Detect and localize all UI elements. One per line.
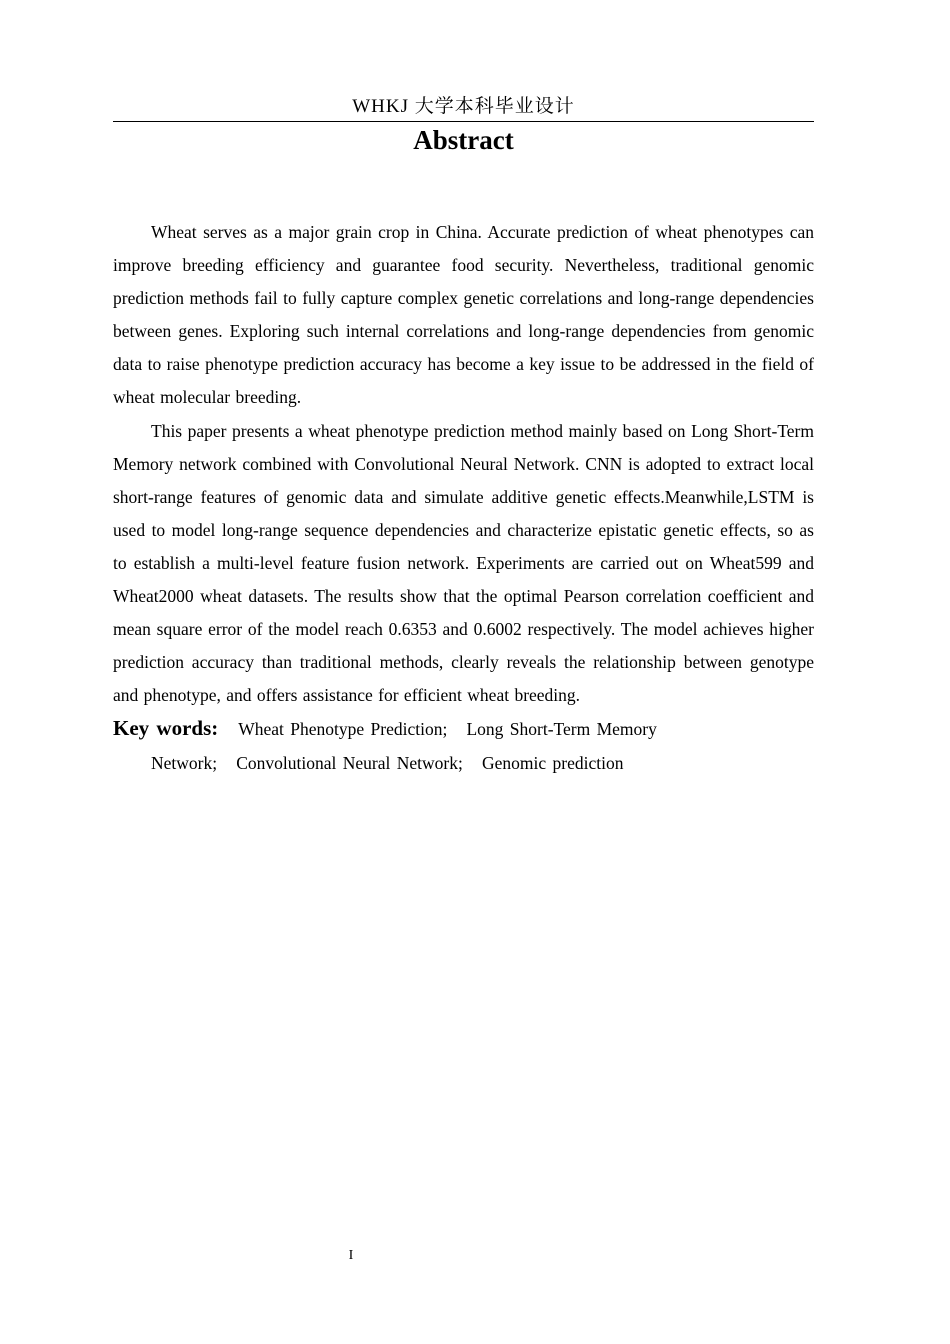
abstract-paragraph-1: Wheat serves as a major grain crop in China. Accurate prediction of wheat phenotypes can improve breeding efficiency and guarantee food security. Nevertheless, traditional genomic prediction methods fail to fully capture complex genetic correlations and long-range dependencies between genes. Exploring such internal correlations and long-range dependencies from genomic data to raise phenotype prediction accuracy has become a key issue to be addressed in the field of wheat molecular breeding. — [113, 222, 814, 408]
abstract-body — [113, 216, 814, 780]
abstract-paragraph-2: This paper presents a wheat phenotype prediction method mainly based on Long Short-Term Memory network combined with Convolutional Neural Network. CNN is adopted to extract local short-range features of genomic data and simulate additive genetic effects.Meanwhile,LSTM is used to model long-range sequence dependencies and characterize epistatic genetic effects, so as to establish a multi-level feature fusion network. Experiments are carried out on Wheat599 and Wheat2000 wheat datasets. The results show that the optimal Pearson correlation coefficient and mean square error of the model reach 0.6353 and 0.6002 respectively. The model achieves higher prediction accuracy than traditional methods, clearly reveals the relationship between genotype and phenotype, and offers assistance for efficient wheat breeding. — [113, 420, 814, 706]
keyword-item: Genomic prediction — [481, 752, 624, 773]
abstract-title: Abstract — [413, 125, 514, 155]
keyword-item: Long Short-Term Memory Network; — [151, 719, 657, 773]
keyword-item: Convolutional Neural Network; — [236, 752, 463, 773]
keywords-label: Key words: — [113, 716, 219, 741]
page-number: I — [348, 1248, 354, 1263]
keywords-line — [113, 712, 814, 779]
keyword-item: Wheat Phenotype Prediction; — [238, 719, 448, 740]
running-header: WHKJ 大学本科毕业设计 — [352, 96, 575, 117]
